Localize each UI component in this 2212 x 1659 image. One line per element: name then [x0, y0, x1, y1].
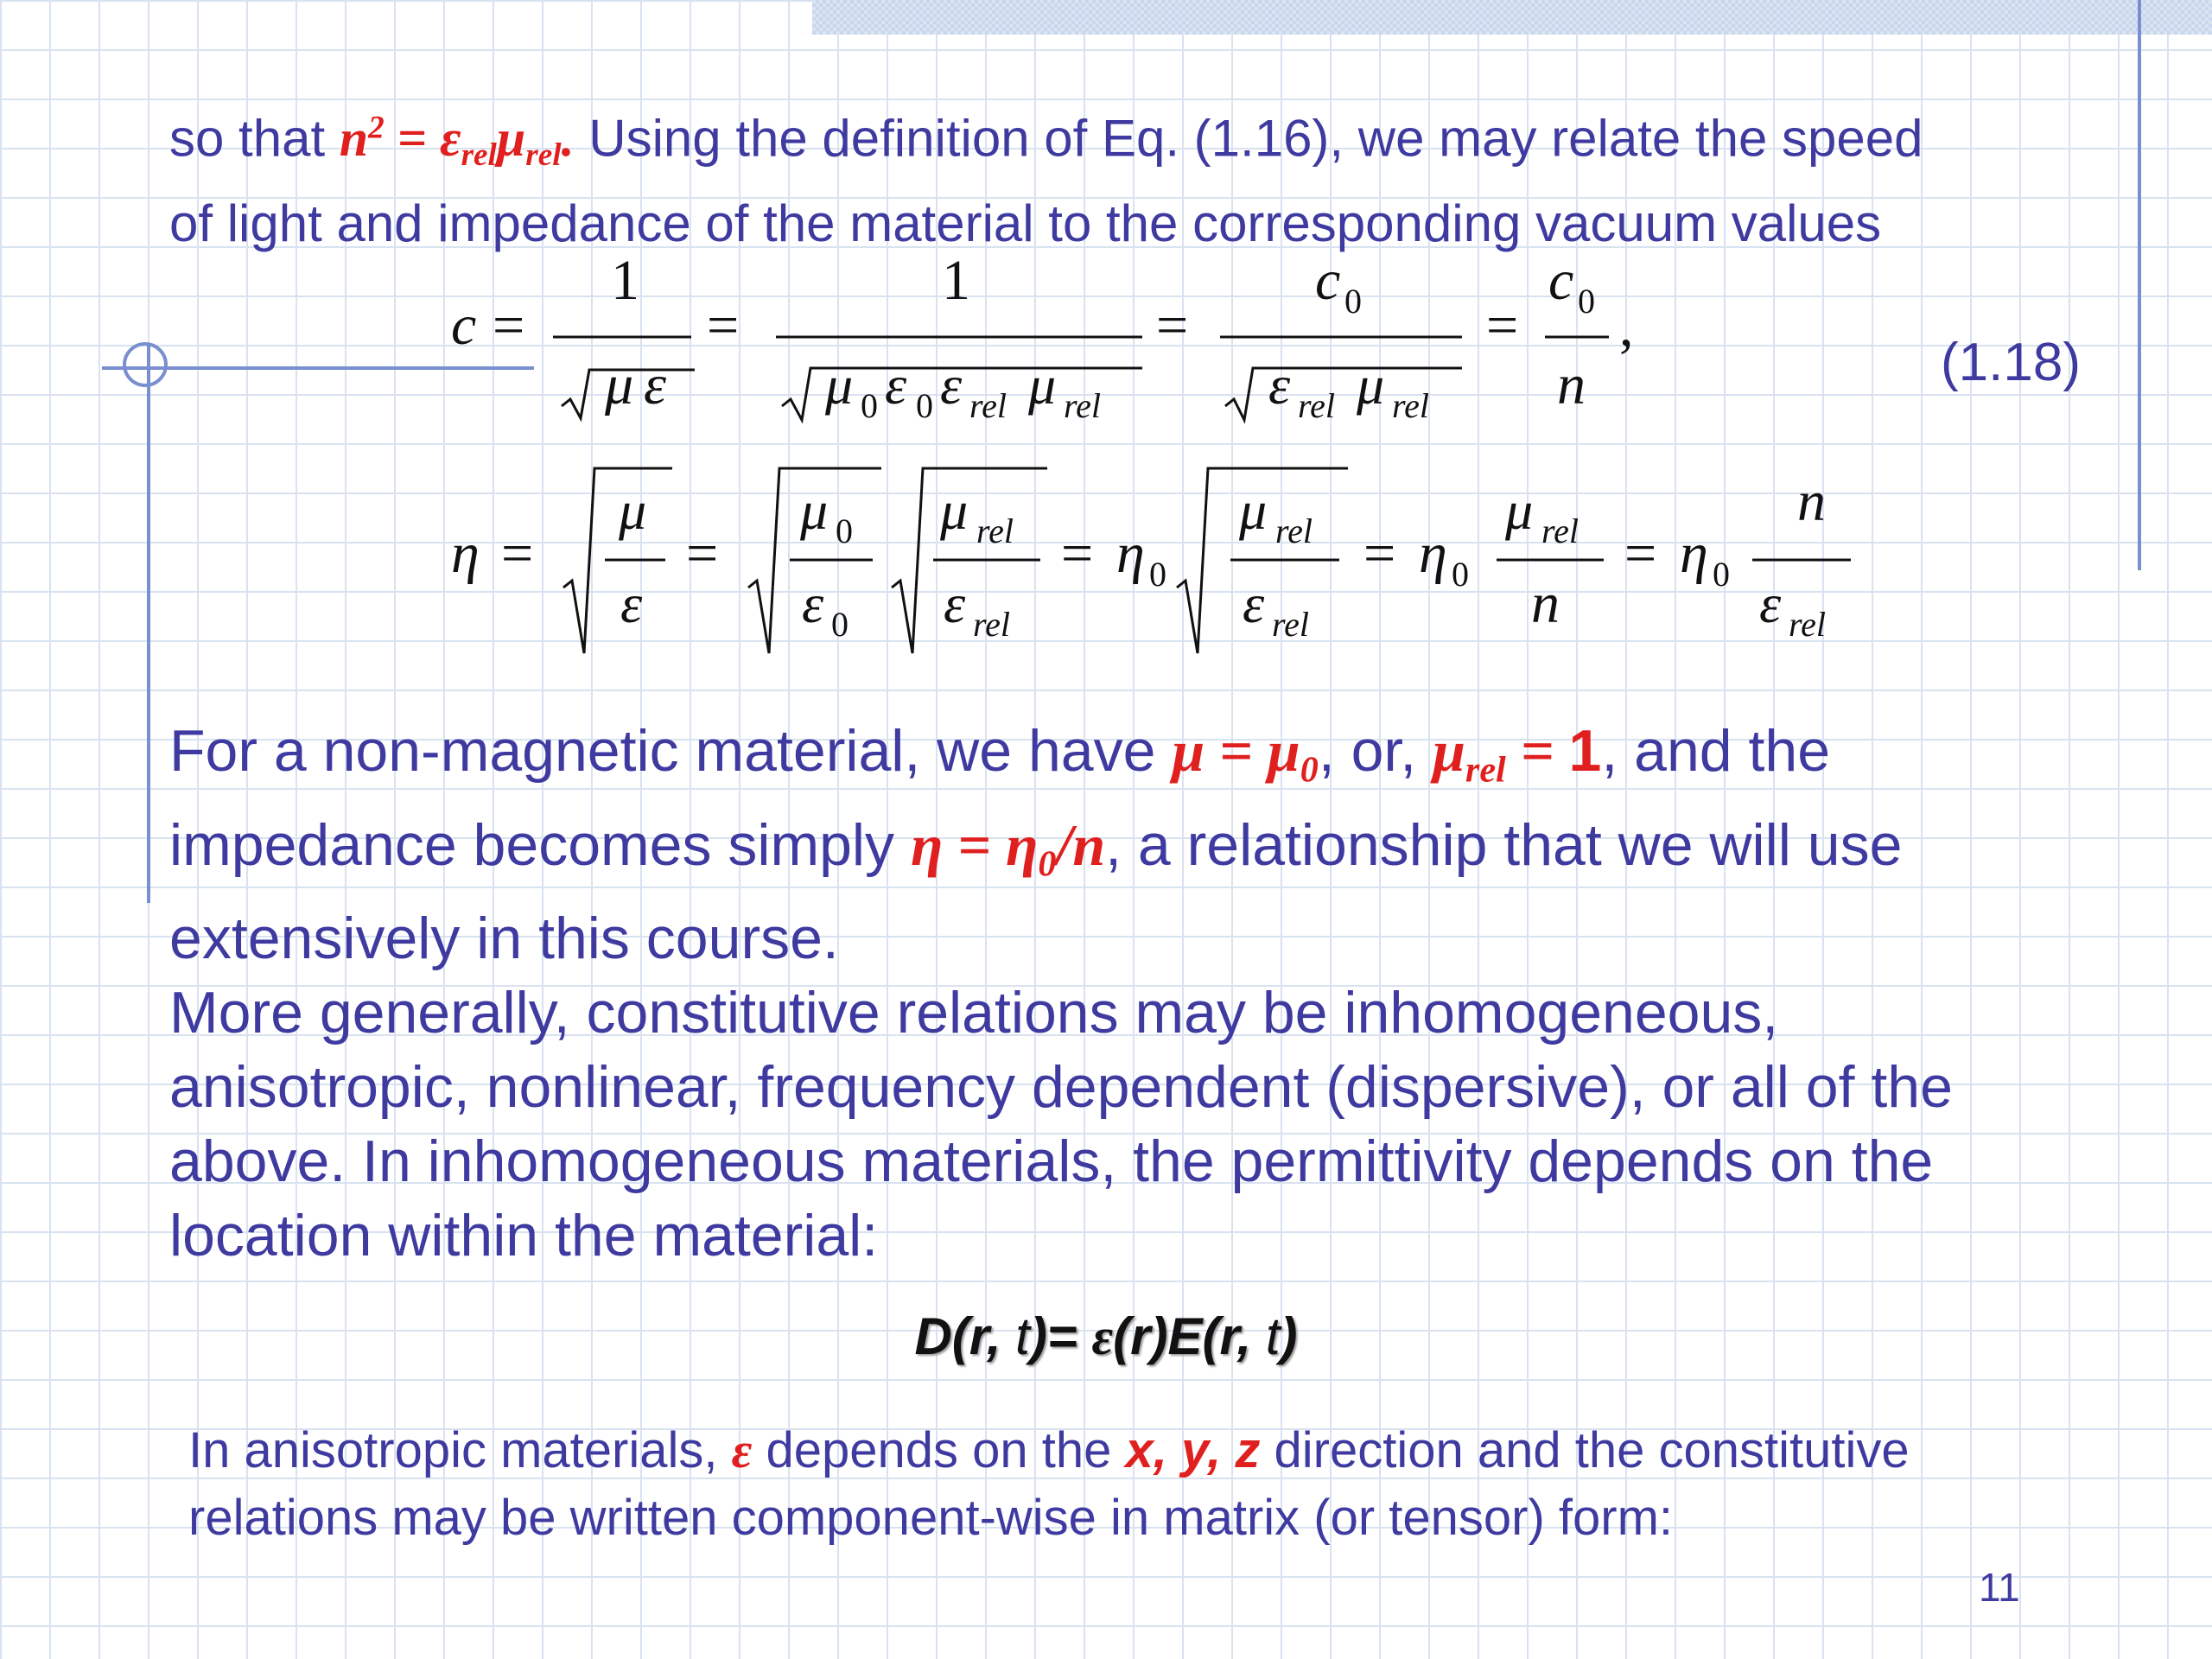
para2-line-7: location within the material:: [169, 1203, 879, 1269]
eq-symbol-n: n: [1531, 572, 1560, 635]
eq-symbol-comma: ,: [1619, 296, 1634, 359]
eq-equals: =: [943, 811, 1007, 878]
eq-dot: .: [561, 110, 575, 168]
decorative-vertical-line-left: [147, 346, 150, 903]
decorative-circle-icon: [123, 342, 168, 387]
intro-paragraph: [169, 95, 1923, 257]
para2-text: For a non-magnetic material, we have: [169, 718, 1173, 784]
eq-symbol-epsilon: ε: [644, 353, 667, 416]
eq-symbol-c: c: [451, 294, 477, 357]
eq-symbol-equals: =: [1061, 522, 1094, 585]
anisotropic-paragraph: [188, 1417, 1910, 1552]
para3-text: depends on the: [752, 1422, 1126, 1478]
eq-equals: =: [1205, 718, 1268, 784]
speed-of-light-equation: [451, 249, 1634, 425]
eq-symbol-eta: η: [1116, 522, 1145, 585]
eq-eta: η: [910, 811, 944, 878]
equation-number: (1.18): [1941, 333, 2081, 392]
eq-rel-subscript: rel: [525, 137, 562, 174]
para2-line-2: [169, 808, 1953, 902]
eq-eta: η: [1006, 811, 1039, 878]
eq-symbol-epsilon: ε: [802, 573, 824, 634]
eq-part: )=: [1029, 1307, 1092, 1365]
eq-over-n: /n: [1056, 811, 1106, 878]
eq-symbol-one: 1: [942, 249, 970, 312]
para2-text: , and the: [1601, 718, 1831, 784]
para2-text: impedance becomes simply: [169, 811, 911, 878]
para2-line-3: extensively in this course.: [169, 906, 839, 972]
eq-mu: μ: [1267, 718, 1300, 784]
eq-symbol-mu: μ: [619, 480, 647, 541]
non-magnetic-paragraph: [169, 714, 1953, 1273]
eq-subscript-rel: rel: [1789, 605, 1826, 644]
page-number: 11: [1979, 1565, 2020, 1610]
eq-symbol-epsilon: ε: [940, 354, 963, 416]
eq-symbol-epsilon: ε: [944, 573, 966, 634]
eq-rel-subscript: rel: [1465, 749, 1506, 791]
eq-symbol-equals: =: [493, 294, 525, 357]
para2-line-5: anisotropic, nonlinear, frequency dependent (dispersive), or all of the: [169, 1054, 1953, 1121]
eq-epsilon: ε: [439, 110, 461, 168]
eq-symbol-mu: μ: [1028, 354, 1057, 416]
eq-symbol-one: 1: [611, 249, 639, 312]
eq-square: 2: [368, 111, 385, 146]
eq-subscript-rel: rel: [1541, 512, 1579, 550]
eq-equals: =: [1505, 718, 1569, 784]
eq-subscript-rel: rel: [976, 512, 1014, 550]
eq-part: D(r,: [914, 1307, 1016, 1365]
eq-symbol-epsilon: ε: [620, 573, 643, 634]
eq-subscript-zero: 0: [861, 386, 878, 425]
para3-text: direction and the constitutive: [1260, 1422, 1910, 1478]
eq-epsilon: ε: [1091, 1308, 1114, 1365]
eq-subscript-rel: rel: [1298, 386, 1335, 425]
eq-t: t: [1015, 1307, 1030, 1365]
eq-subscript-rel: rel: [969, 386, 1007, 425]
eq-subscript-zero: 0: [831, 605, 849, 644]
eq-zero-subscript: 0: [1300, 749, 1319, 791]
eq-subscript-zero: 0: [1344, 282, 1362, 321]
eq-t: t: [1265, 1307, 1281, 1365]
inline-eq-n-squared: [339, 110, 575, 174]
eq-subscript-zero: 0: [1578, 282, 1595, 321]
para2-line-4: More generally, constitutive relations may be inhomogeneous,: [169, 980, 1779, 1046]
eq-symbol-equals: =: [707, 294, 740, 357]
eq-subscript-rel: rel: [1272, 605, 1309, 644]
eq-symbol-epsilon: ε: [1243, 573, 1265, 634]
eq-rel-subscript: rel: [461, 137, 497, 174]
eq-subscript-zero: 0: [1713, 555, 1730, 594]
eq-symbol-mu: μ: [825, 354, 854, 416]
eq-mu: μ: [1172, 718, 1205, 784]
eq-symbol-c0: c: [1548, 249, 1574, 312]
eq-equals: =: [384, 110, 440, 168]
eq-symbol-c0: c: [1315, 249, 1341, 312]
eq-subscript-zero: 0: [1149, 555, 1166, 594]
decorative-pattern-band: [812, 0, 2212, 35]
eq-symbol-equals: =: [501, 522, 534, 585]
intro-line-2: of light and impedance of the material to the corresponding vacuum values: [169, 194, 1882, 252]
eq-symbol-epsilon: ε: [1268, 354, 1291, 416]
eq-subscript-zero: 0: [1452, 555, 1469, 594]
inline-xyz: x, y, z: [1125, 1422, 1261, 1478]
eq-symbol-mu: μ: [1505, 480, 1534, 541]
eq-symbol-n: n: [1797, 470, 1826, 533]
eq-symbol-equals: =: [686, 522, 719, 585]
eq-symbol-equals: =: [1486, 294, 1519, 357]
para2-text: , a relationship that we will use: [1105, 811, 1903, 878]
eq-symbol-equals: =: [1363, 522, 1396, 585]
eq-symbol-mu: μ: [800, 480, 829, 541]
inline-eq-mu-equals-mu0: [1172, 718, 1319, 791]
eq-symbol-equals: =: [1624, 522, 1657, 585]
eq-subscript-rel: rel: [973, 605, 1010, 644]
eq-subscript-rel: rel: [1392, 386, 1429, 425]
eq-symbol-epsilon: ε: [885, 354, 907, 416]
eq-subscript-rel: rel: [1064, 386, 1101, 425]
eq-subscript-rel: rel: [1275, 512, 1313, 550]
constitutive-relation-equation: [0, 1306, 2212, 1367]
eq-symbol-epsilon: ε: [1759, 573, 1782, 634]
eq-symbol-n: n: [1557, 353, 1586, 416]
eq-part: (r)E(r,: [1113, 1307, 1266, 1365]
eq-mu: μ: [1433, 718, 1465, 784]
equation-block-1-18: [432, 242, 1918, 674]
eq-zero-subscript: 0: [1038, 843, 1057, 885]
decorative-vertical-line-right: [2138, 0, 2141, 570]
eq-mu: μ: [496, 110, 526, 168]
para3-line-2: relations may be written component-wise in matrix (or tensor) form:: [188, 1490, 1674, 1546]
eq-one: 1: [1568, 718, 1602, 784]
eq-symbol-mu: μ: [1239, 480, 1268, 541]
inline-eq-eta-equals-eta0-over-n: [910, 811, 1106, 885]
eq-symbol-eta: η: [1680, 522, 1708, 585]
para2-text: , or,: [1318, 718, 1433, 784]
eq-symbol-eta: η: [451, 522, 480, 585]
inline-eq-mu-rel-equals-one: [1433, 718, 1602, 791]
eq-symbol-eta: η: [1419, 522, 1447, 585]
intro-text-rest: Using the definition of Eq. (1.16), we may relate the speed: [574, 109, 1923, 168]
inline-eq-epsilon: ε: [731, 1422, 753, 1478]
eq-subscript-zero: 0: [836, 512, 853, 550]
eq-part: ): [1280, 1307, 1298, 1365]
intro-line-1: [169, 95, 1923, 190]
eq-n: n: [339, 110, 369, 168]
impedance-equation: [451, 468, 1851, 653]
para2-line-6: above. In inhomogeneous materials, the permittivity depends on the: [169, 1128, 1934, 1195]
para2-line-1: [169, 714, 1953, 808]
para3-text: In anisotropic materials,: [188, 1422, 732, 1478]
eq-subscript-zero: 0: [916, 386, 933, 425]
eq-symbol-mu: μ: [605, 353, 634, 416]
para3-line-1: [188, 1417, 1910, 1484]
eq-symbol-equals: =: [1156, 294, 1189, 357]
eq-symbol-mu: μ: [1357, 354, 1385, 416]
intro-text-start: so that: [169, 109, 340, 168]
eq-symbol-mu: μ: [940, 480, 969, 541]
